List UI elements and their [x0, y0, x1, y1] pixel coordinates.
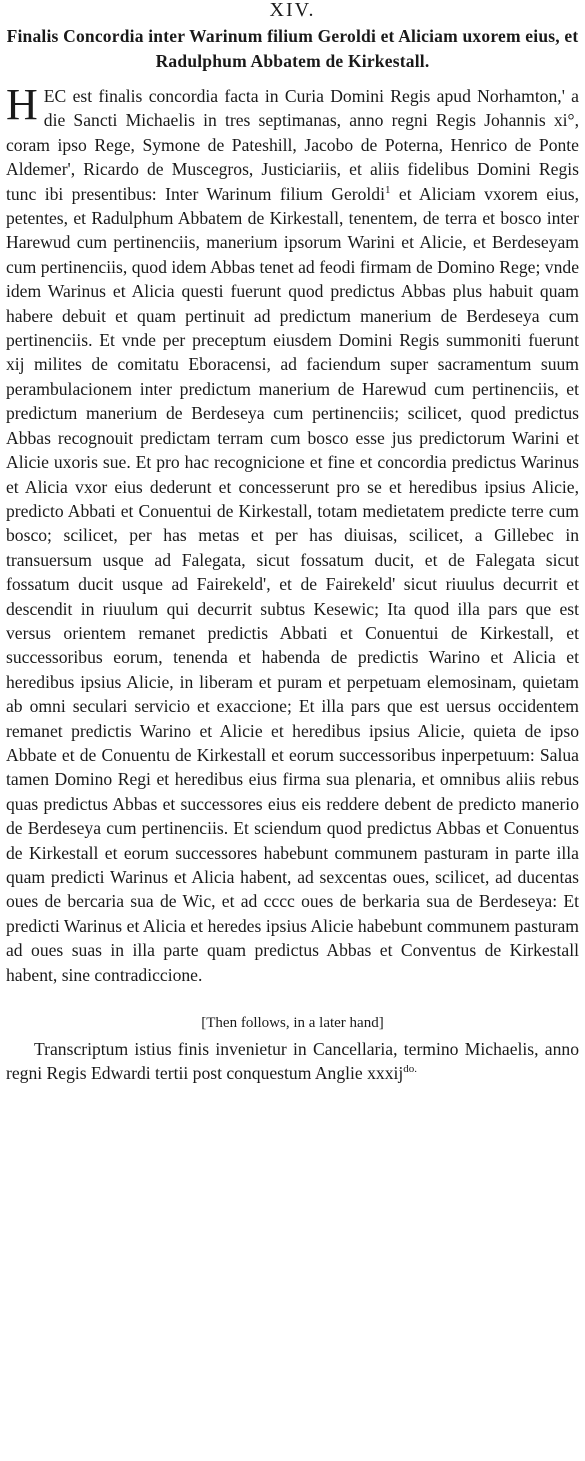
charter-body — [6, 80, 580, 987]
body-rest: et Aliciam vxorem eius, petentes, et Radulphum Abbatem de Kirkestall, tenentem, de terra et bosco inter Harewud cum pertinenciis, manerium ipsorum Warini et Alicie, et Berdeseyam cum pertinenciis, quod idem Abbas tenet ad feodi firmam de Domino Rege; vnde idem Warinus et Alicia questi fuerunt quod predictus Abbas plus habuit quam habere debuit et quam pertinuit ad predictum manerium de Berdeseya cum pertinenciis. Et vnde per preceptum eiusdem Domini Regis summoniti fuerunt xij milites de comitatu Eboracensi, ad faciendum super sacramentum suum perambulacionem inter predictum manerium de Harewud cum pertinenciis, et predictum manerium de Berdeseya cum pertinenciis; scilicet, quod predictus Abbas recognouit predictam terram cum bosco esse jus predictorum Warini et Alicie uxoris sue. Et pro hac recognicione et fine et concordia predictus Warinus et Alicia vxor eius dederunt et concesserunt pro se et heredibus ipsius Alicie, predicto Abbati et Conuentui de Kirkestall, totam medietatem predicte terre cum bosco; scilicet, per has metas et per has diuisas, scilicet, a Gillebec in transuersum usque ad Falegata, sicut fossatum ducit, et de Falegata sicut fossatum ducit usque ad Fairekeld', et de Fairekeld' sicut riuulus decurrit et descendit in riuulum qui decurrit subtus Kesewic; Ita quod illa pars que est versus orientem remanet predictis Abbati et Conuentui de Kirkestall, et successoribus eorum, tenenda et habenda de predictis Warino et Alicia et heredibus ipsius Alicie, in liberam et puram et perpetuam elemosinam, quietam ab omni seculari servicio et exaccione; Et illa pars que est uersus occidentem remanet predictis Warino et Alicie et heredibus ipsius Alicie, quieta de ipso Abbate et de Conuentu de Kirkestall et eorum successoribus inperpetuum: Salua tamen Domino Regi et heredibus eius firma sua plenaria, et omnibus aliis rebus quas predictus Abbas et successores eius eis reddere debent de predicto manerio de Berdeseya cum pertinenciis. Et sciendum quod predictus Abbas et Conuentus de Kirkestall et eorum successores habebunt communem pasturam in parte illa quam predicti Warinus et Alicia habent, ad sexcentas oues, scilicet, ad ducentas oues de bercaria sua de Wic, et ad cccc oues de berkaria sua de Berdeseya: Et predicti Warinus et Alicia et heredes ipsius Alicie habebunt communem pasturam ad oues suas in illa parte quam predictus Abbas et Conventus de Kirkestall habent, sine contradiccione. — [6, 183, 580, 985]
charter-heading: Finalis Concordia inter Warinum filium Geroldi et Aliciam uxorem eius, et Radulphum Abbatem de Kirkestall. — [6, 26, 579, 71]
body-intro: EC est finalis concordia facta in Curia Domini Regis apud Norhamton,' a die Sancti Michaelis in tres septimanas, anno regni Regis Johannis xi°, coram ipso Rege, Symone de Pateshill, Jacobo de Poterna, Henrico de Ponte Aldemer', Ricardo de Muscegros, Justiciariis, et aliis fidelibus Domini Regis tunc ibi presentibus: Inter Warinum filium Geroldi — [6, 86, 579, 204]
drop-cap: H — [6, 80, 38, 129]
transcript-superscript: do. — [403, 1063, 418, 1076]
transcript-paragraph — [6, 1037, 579, 1085]
footnote-mark: 1 — [385, 183, 391, 196]
section-number: XIV. — [269, 0, 316, 21]
later-hand-note: [Then follows, in a later hand] — [201, 1015, 384, 1032]
transcript-text: Transcriptum istius finis invenietur in Cancellaria, termino Michaelis, anno regni Regis Edwardi tertii post conquestum Anglie xxxij — [6, 1039, 579, 1084]
